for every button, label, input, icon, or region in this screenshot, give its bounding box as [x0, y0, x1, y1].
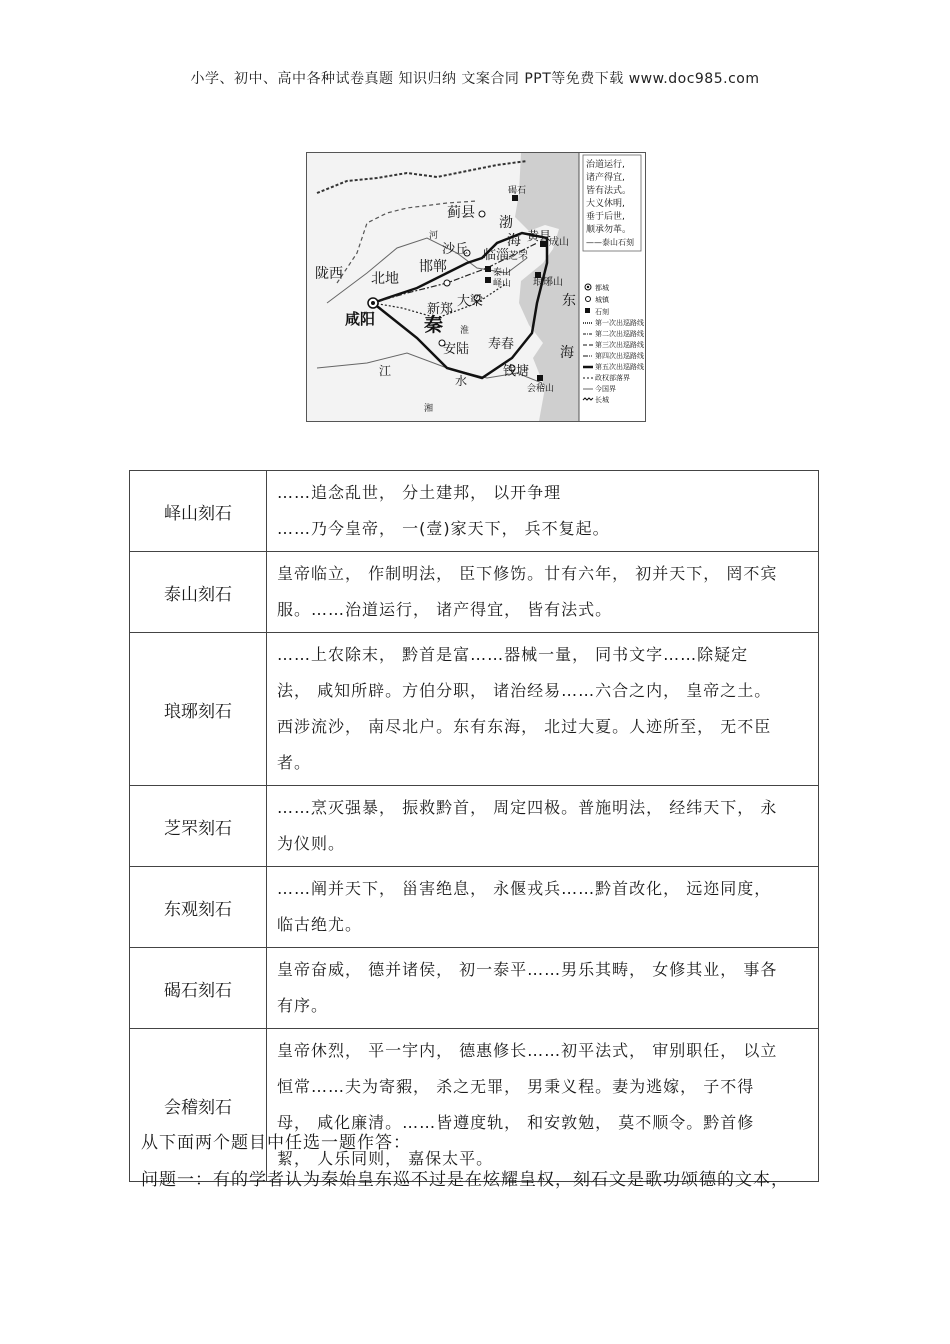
- great-wall-line: [317, 161, 527, 193]
- row-name: 东观刻石: [130, 867, 267, 948]
- text-line: 母， 咸化廉清。……皆遵度轨， 和安敦勉， 莫不顺令。黔首修: [277, 1113, 755, 1132]
- map-label-shui: 水: [455, 374, 468, 388]
- map-label-kuaijishan: 会稽山: [527, 384, 555, 394]
- table-row: [130, 786, 819, 867]
- map-label-hai2: 海: [560, 345, 574, 361]
- quote-source: ——泰山石刻: [586, 238, 634, 247]
- map-label-jiang: 江: [379, 364, 392, 378]
- quote-line: 皆有法式。: [586, 186, 632, 196]
- table-row: [130, 1029, 819, 1182]
- map-label-zhifu: 芝罘: [508, 251, 528, 262]
- map-label-yishan: 峄山: [493, 279, 512, 289]
- stele-marker: [537, 375, 543, 381]
- row-name: 会稽刻石: [130, 1029, 267, 1182]
- row-text: [267, 867, 819, 948]
- row-name: 琅琊刻石: [130, 633, 267, 786]
- quote-line: 垂于后世,: [586, 212, 625, 222]
- map-label-huai: 淮: [460, 326, 470, 336]
- legend-item: 第一次出巡路线: [595, 319, 644, 327]
- row-name: 泰山刻石: [130, 552, 267, 633]
- text-line: 者。: [277, 753, 312, 772]
- table-row: [130, 471, 819, 552]
- stele-marker: [485, 277, 491, 283]
- map-label-he: 河: [429, 231, 439, 241]
- row-text: [267, 786, 819, 867]
- legend-item: 长城: [595, 396, 609, 404]
- text-line: 皇帝临立， 作制明法， 臣下修饬。廿有六年， 初并天下， 罔不宾: [277, 564, 778, 583]
- page-header: 小学、初中、高中各种试卷真题 知识归纳 文案合同 PPT等免费下载 www.doc985.com: [190, 71, 760, 87]
- map-label-jixian: 蓟县: [447, 205, 475, 221]
- inscription-table: [129, 470, 819, 1182]
- legend-item: 石刻: [595, 308, 609, 316]
- text-line: 临古绝尤。: [277, 915, 363, 934]
- quote-line: 大义休明,: [586, 199, 625, 209]
- text-line: ……乃今皇帝， 一(壹)家天下， 兵不复起。: [277, 519, 610, 538]
- text-line: 为仪则。: [277, 834, 346, 853]
- text-line: 恒常……夫为寄豭， 杀之无罪， 男秉义程。妻为逃嫁， 子不得: [277, 1077, 755, 1096]
- row-text: [267, 633, 819, 786]
- table-row: [130, 633, 819, 786]
- legend-item: 第二次出巡路线: [595, 330, 644, 338]
- row-text: [267, 1029, 819, 1182]
- row-text: [267, 948, 819, 1029]
- legend-item: 第三次出巡路线: [595, 341, 644, 349]
- map-label-huangxian: 黄县: [527, 229, 552, 243]
- row-text: [267, 471, 819, 552]
- map-label-shaqiu: 沙丘: [442, 242, 469, 257]
- legend-item: 第五次出巡路线: [595, 363, 644, 371]
- map-label-xianyang: 咸阳: [345, 310, 376, 328]
- question-one: 问题一：有的学者认为秦始皇东巡不过是在炫耀皇权，刻石文是歌功颂德的文本，: [141, 1170, 789, 1190]
- table-row: [130, 948, 819, 1029]
- qin-tour-map: [306, 152, 646, 422]
- text-line: ……上农除末， 黔首是富……器械一量， 同书文字……除疑定: [277, 645, 749, 664]
- text-line: 皇帝奋威， 德并诸侯， 初一泰平……男乐其畴， 女修其业， 事各: [277, 960, 778, 979]
- question-intro: 从下面两个题目中任选一题作答：: [141, 1133, 411, 1153]
- map-label-hai: 海: [507, 233, 521, 249]
- quote-line: 治道运行,: [586, 160, 625, 170]
- row-text: [267, 552, 819, 633]
- legend-item: 都城: [595, 284, 609, 292]
- text-line: ……阐并天下， 甾害绝息， 永偃戎兵……黔首改化， 远迩同度，: [277, 879, 772, 898]
- text-line: ……追念乱世， 分土建邦， 以开争理: [277, 483, 562, 502]
- quote-line: 顺承勿革。: [586, 225, 632, 235]
- legend-item: 今国界: [595, 385, 616, 393]
- legend-item: 政权部落界: [595, 374, 630, 382]
- map-label-daliang: 大梁: [457, 294, 484, 309]
- map-label-linzi: 临淄: [483, 248, 510, 263]
- map-label-dong: 东: [562, 293, 576, 309]
- table-row: [130, 552, 819, 633]
- map-label-beidi: 北地: [371, 271, 399, 287]
- map-label-shouchun: 寿春: [488, 337, 515, 352]
- map-label-handan: 邯郸: [419, 259, 447, 275]
- text-line: 絜， 人乐同则， 嘉保太平。: [277, 1149, 494, 1168]
- map-label-xinzheng: 新郑: [427, 302, 454, 317]
- legend-item: 第四次出巡路线: [595, 352, 644, 360]
- map-label-xiang: 湘: [424, 404, 434, 414]
- text-line: 西涉流沙， 南尽北户。东有东海， 北过大夏。人迹所至， 无不臣: [277, 717, 772, 736]
- row-name: 碣石刻石: [130, 948, 267, 1029]
- map-label-qiantang: 钱塘: [503, 364, 530, 379]
- stele-marker: [485, 266, 491, 272]
- text-line: 服。……治道运行， 诸产得宜， 皆有法式。: [277, 600, 613, 619]
- row-name: 芝罘刻石: [130, 786, 267, 867]
- map-label-bo: 渤: [499, 215, 513, 231]
- map-label-longxi: 陇西: [315, 266, 343, 282]
- map-label-jieshi: 碣石: [508, 186, 527, 196]
- map-label-langyashan: 琅琊山: [533, 277, 563, 288]
- legend-item: 城镇: [595, 296, 609, 304]
- map-label-qin: 秦: [424, 314, 444, 336]
- row-name: 峄山刻石: [130, 471, 267, 552]
- map-label-anlu: 安陆: [443, 342, 470, 357]
- map-label-taishan: 泰山: [493, 268, 512, 278]
- text-line: 皇帝休烈， 平一宇内， 德惠修长……初平法式， 审别职任， 以立: [277, 1041, 778, 1060]
- text-line: 有序。: [277, 996, 329, 1015]
- table-row: [130, 867, 819, 948]
- text-line: ……烹灭强暴， 振救黔首， 周定四极。普施明法， 经纬天下， 永: [277, 798, 778, 817]
- map-label-chengshan: 成山: [549, 237, 569, 248]
- text-line: 法， 咸知所辟。方伯分职， 诸治经易……六合之内， 皇帝之土。: [277, 681, 772, 700]
- quote-line: 诸产得宜,: [586, 173, 625, 183]
